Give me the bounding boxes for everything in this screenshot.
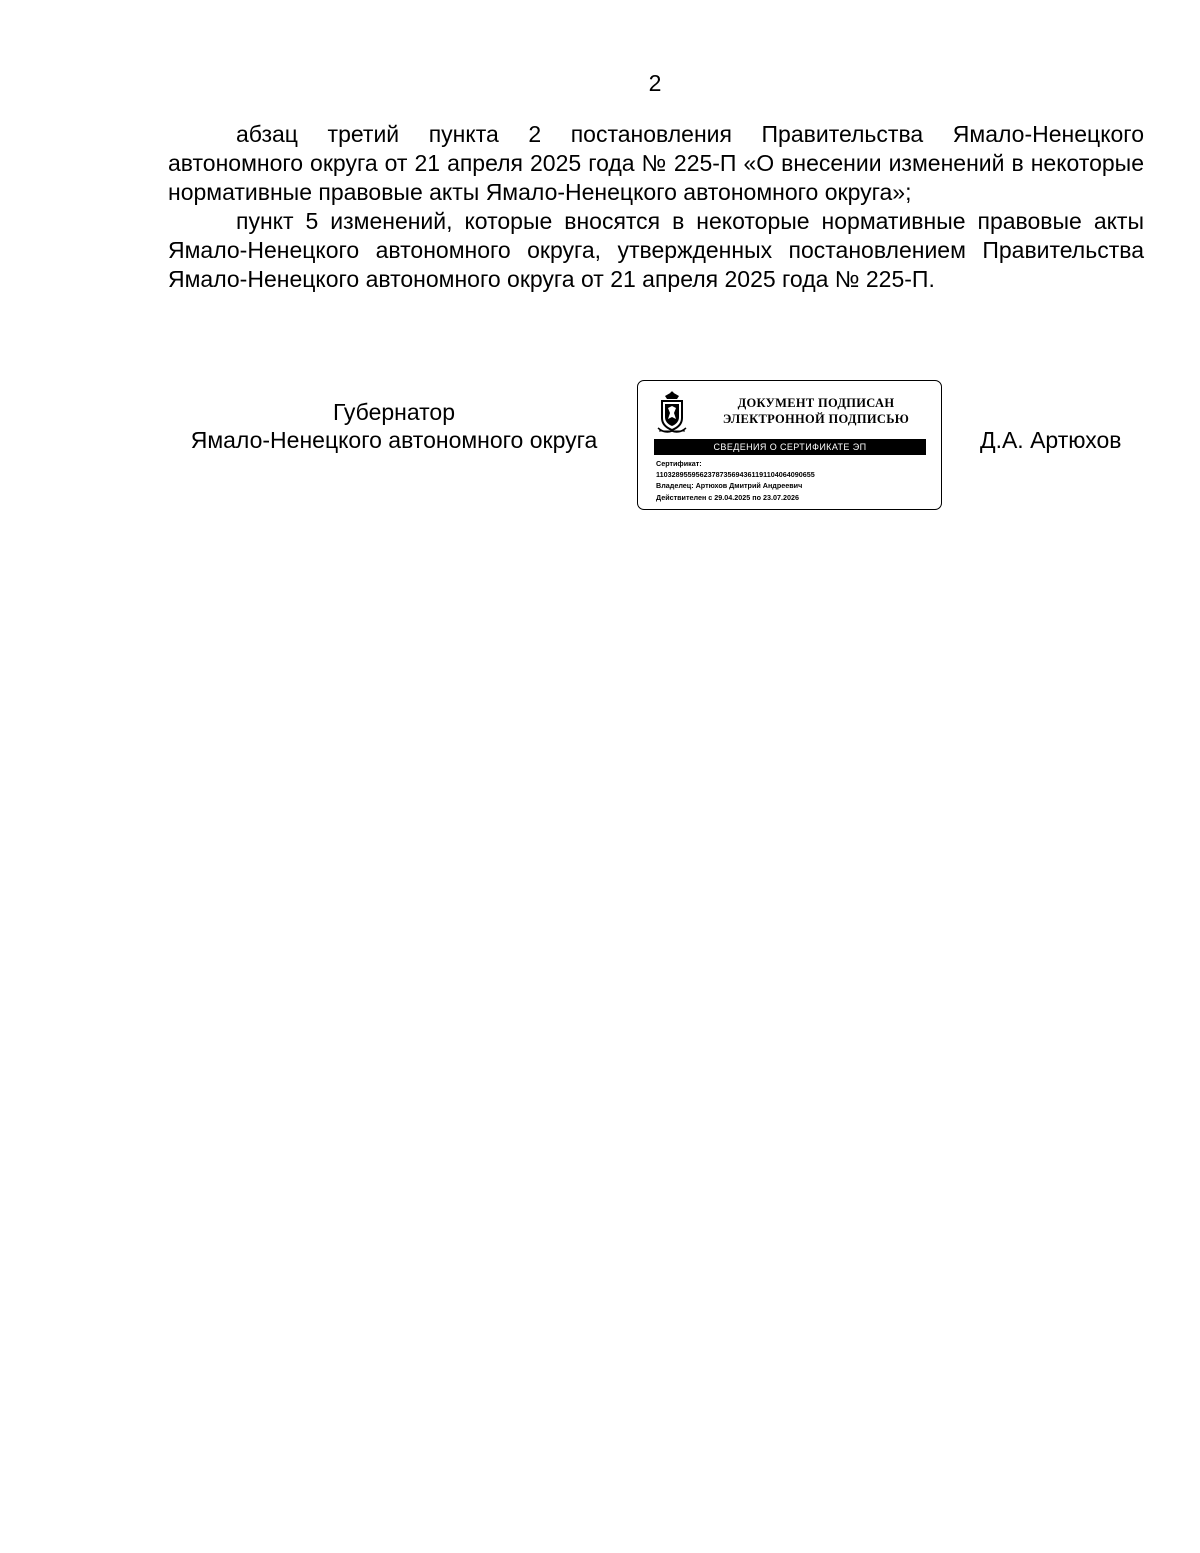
page-number: 2 — [648, 70, 662, 96]
stamp-title-line: ЭЛЕКТРОННОЙ ПОДПИСЬЮ — [722, 412, 910, 426]
document-body — [168, 120, 1144, 294]
signer-position — [168, 398, 620, 454]
signer-position-line: Губернатор — [332, 399, 456, 425]
certificate-validity: Действителен с 29.04.2025 по 23.07.2026 — [656, 492, 799, 502]
certificate-label: Сертификат: — [656, 459, 702, 468]
certificate-number: 1103289559562378735694361191104064090655 — [656, 470, 815, 480]
coat-of-arms-icon — [655, 390, 689, 434]
stamp-title — [698, 395, 934, 427]
certificate-owner: Владелец: Артюхов Дмитрий Андреевич — [656, 481, 803, 491]
paragraph: пункт 5 изменений, которые вносятся в некоторые нормативные правовые акты Ямало-Ненецкого автономного округа, утвержденных постановлением Правительства Ямало-Ненецкого автономного округа от 21 апреля 2025 года № 225-П. — [168, 208, 1144, 292]
paragraph: абзац третий пункта 2 постановления Правительства Ямало-Ненецкого автономного округа от 21 апреля 2025 года № 225-П «О внесении изменений в некоторые нормативные правовые акты Ямало-Ненецкого автономного округа»; — [168, 121, 1144, 205]
stamp-title-line: ДОКУМЕНТ ПОДПИСАН — [737, 396, 895, 410]
signature-block — [0, 378, 1200, 518]
signer-name: Д.А. Артюхов — [980, 427, 1122, 453]
signer-position-line: Ямало-Ненецкого автономного округа — [190, 427, 598, 453]
stamp-certificate-details — [656, 458, 936, 503]
electronic-signature-stamp — [637, 380, 942, 510]
stamp-certificate-header: СВЕДЕНИЯ О СЕРТИФИКАТЕ ЭП — [654, 439, 926, 455]
